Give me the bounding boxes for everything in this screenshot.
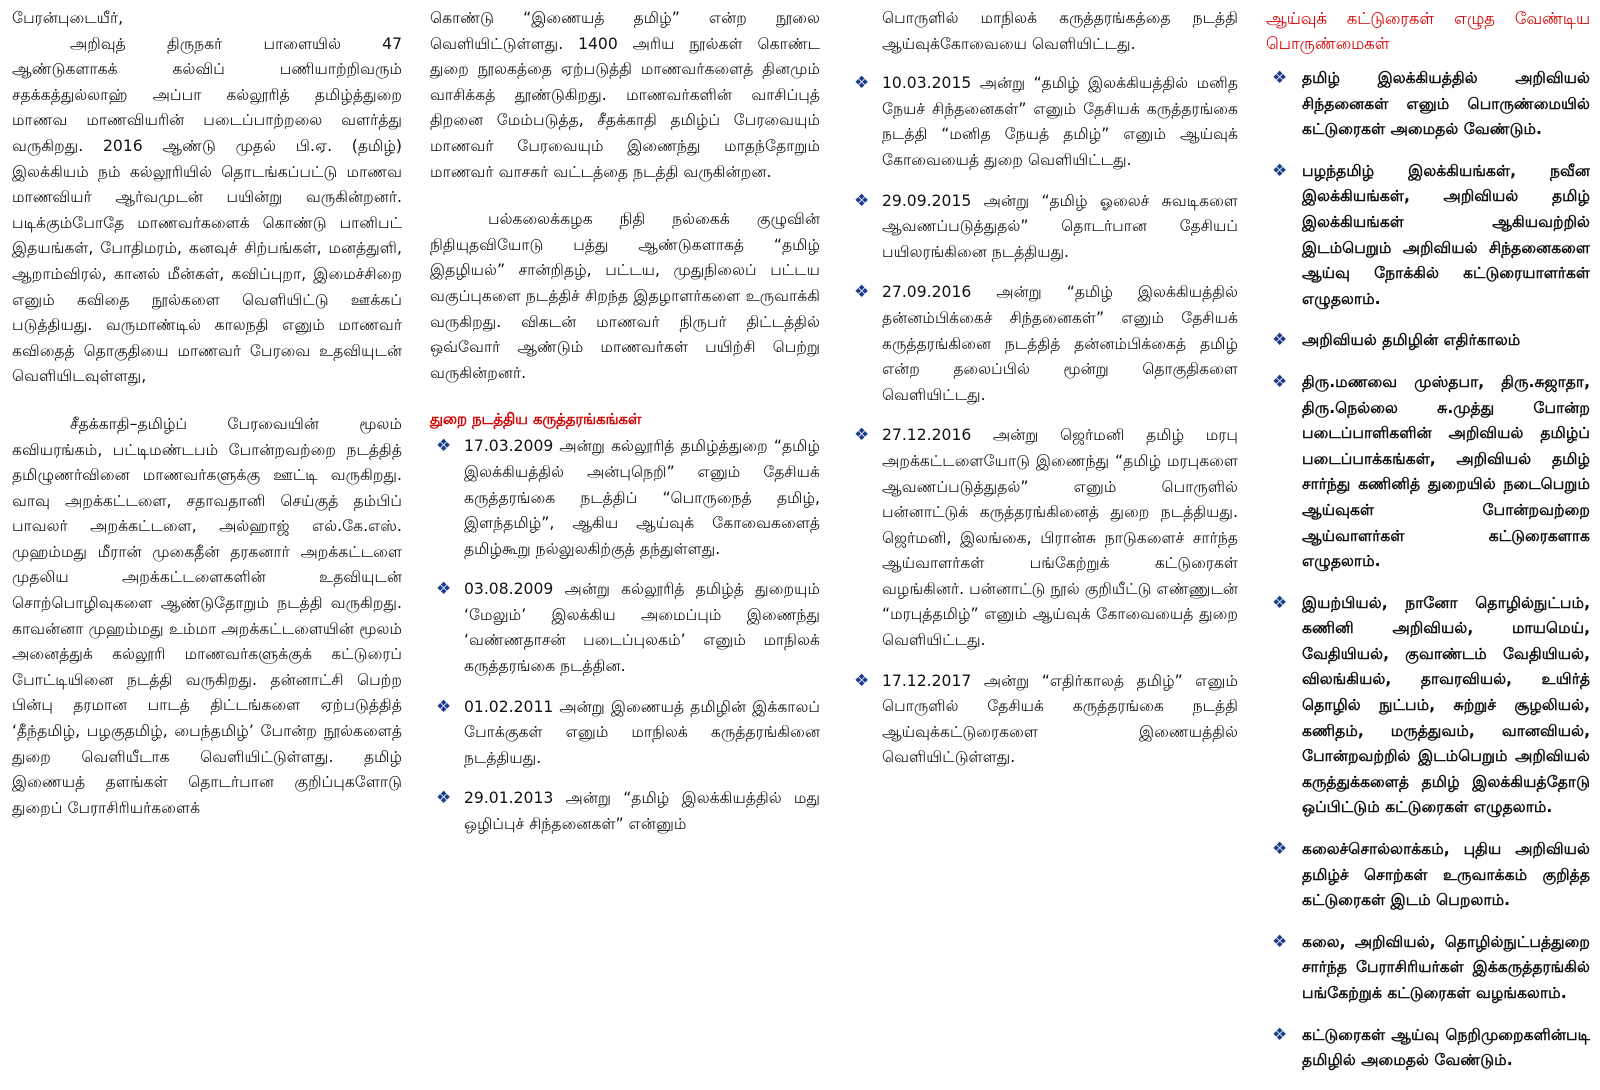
diamond-bullet-icon: ❖ <box>854 670 870 691</box>
diamond-bullet-icon: ❖ <box>1272 839 1288 860</box>
list-item: ❖ தமிழ் இலக்கியத்தில் அறிவியல் சிந்தனைகள் எனும் பொருண்மையில் கட்டுரைகள் அமைதல் வேண்டும். <box>1272 68 1590 139</box>
list-item: ❖ 10.03.2015 அன்று “தமிழ் இலக்கியத்தில் மனித நேயச் சிந்தனைகள்” எனும் தேசியக் கருத்தரங்கை நடத்தி “மனித நேயத் தமிழ்” எனும் ஆய்வுக் கோவையைத் துறை வெளியிட்டது. <box>854 73 1238 169</box>
diamond-bullet-icon: ❖ <box>436 696 452 717</box>
intro-paragraph: அறிவுத் திருநகர் பாளையில் 47 ஆண்டுகளாகக் கல்விப் பணியாற்றிவரும் சதக்கத்துல்லாஹ் அப்பா கல்லூரித் தமிழ்த்துறை மாணவ மாணவியரின் படைப்பாற்றலை வளர்த்து வருகிறது. 2016 ஆண்டு முதல் பி.ஏ. (தமிழ்) இலக்கியம் நம் கல்லூரியில் தொடங்கப்பட்டு மாணவ மாணவியர் ஆர்வமுடன் பயின்று வருகின்றனர். படிக்கும்போதே மாணவர்களைக் கொண்டு பானிபட் இதயங்கள், போதிமரம், கனவுச் சிற்பங்கள், மனத்துளி, ஆறாம்விரல், கானல் மீன்கள், கவிப்புறா, இமைச்சிறை எனும் கவிதை நூல்களை வெளியிட்டு ஊக்கப் படுத்தியது. வருமாண்டில் காலநதி எனும் மாணவர் கவிதைத் தொகுதியை மாணவர் பேரவை உதவியுடன் வெளியிடவுள்ளது, <box>12 34 402 386</box>
column-2 <box>430 6 820 1090</box>
seminars-heading: துறை நடத்திய கருத்தரங்கங்கள் <box>430 411 642 429</box>
list-item: ❖ 17.03.2009 அன்று கல்லூரித் தமிழ்த்துறை “தமிழ் இலக்கியத்தில் அன்புநெறி” எனும் தேசியக் கருத்தரங்கை நடத்திப் “பொருநைத் தமிழ், இளந்தமிழ்”, ஆகிய ஆய்வுக் கோவைகளைத் தமிழ்கூறு நல்லுலகிற்குத் தந்துள்ளது. <box>436 436 820 558</box>
peravai-paragraph: சீதக்காதி–தமிழ்ப் பேரவையின் மூலம் கவியரங்கம், பட்டிமண்டபம் போன்றவற்றை நடத்தித் தமிழுணர்வினை மாணவர்களுக்கு ஊட்டி வருகிறது. வாவு அறக்கட்டளை, சதாவதானி செய்குத் தம்பிப் பாவலர் அறக்கட்டளை, அல்ஹாஜ் எல்.கே.எஸ். முஹம்மது மீரான் முகைதீன் தரகனார் அறக்கட்டளை முதலிய அறக்கட்டளைகளின் உதவியுடன் சொற்பொழிவுகளை ஆண்டுதோறும் நடத்தி வருகிறது. காவன்னா முஹம்மது உம்மா அறக்கட்டளையின் மூலம் அனைத்துக் கல்லூரி மாணவர்களுக்குக் கட்டுரைப் போட்டியினை நடத்தி வருகிறது. தன்னாட்சி பெற்ற பின்பு தரமான பாடத் திட்டங்களை ஏற்படுத்தித் ‘தீந்தமிழ், பழகுதமிழ், பைந்தமிழ்’ போன்ற நூல்களைத் துறை வெளியீடாக வெளியிட்டுள்ளது. தமிழ் இணையத் தளங்கள் தொடர்பான குறிப்புகளோடு துறைப் பேராசிரியர்களைக் <box>12 414 402 817</box>
list-item: ❖ 29.09.2015 அன்று “தமிழ் ஓலைச் சுவடிகளை ஆவணப்படுத்துதல்” தொடர்பான தேசியப் பயிலரங்கினை நடத்தியது. <box>854 190 1238 261</box>
list-item: ❖ 27.09.2016 அன்று “தமிழ் இலக்கியத்தில் தன்னம்பிக்கைச் சிந்தனைகள்” எனும் தேசியக் கருத்தரங்கினை நடத்தித் தன்னம்பிக்கைத் தமிழ் என்ற தலைப்பில் மூன்று தொகுதிகளை வெளியிட்டது. <box>854 282 1238 404</box>
list-item: ❖ 27.12.2016 அன்று ஜெர்மனி தமிழ் மரபு அறக்கட்டளையோடு இணைந்து “தமிழ் மரபுகளை ஆவணப்படுத்துதல்” எனும் பொருளில் பன்னாட்டுக் கருத்தரங்கினைத் துறை நடத்தியது. ஜெர்மனி, இலங்கை, பிரான்சு நாடுகளைச் சார்ந்த ஆய்வாளர்கள் பங்கேற்றுக் கட்டுரைகள் வழங்கினர். பன்னாட்டு நூல் குறியீட்டு எண்ணுடன் “மரபுத்தமிழ்” எனும் ஆய்வுக் கோவையைத் துறை வெளியிட்டது. <box>854 425 1238 650</box>
diamond-bullet-icon: ❖ <box>854 282 870 303</box>
topics-title: ஆய்வுக் கட்டுரைகள் எழுத வேண்டிய பொருண்மைகள் <box>1266 9 1590 53</box>
diamond-bullet-icon: ❖ <box>436 436 452 457</box>
diamond-bullet-icon: ❖ <box>854 190 870 211</box>
topics-list <box>1266 66 1590 1074</box>
continued-paragraph: பொருளில் மாநிலக் கருத்தரங்கத்தை நடத்தி ஆய்வுக்கோவையை வெளியிட்டது. <box>882 9 1238 53</box>
diamond-bullet-icon: ❖ <box>436 579 452 600</box>
library-paragraph: கொண்டு “இணையத் தமிழ்” என்ற நூலை வெளியிட்டுள்ளது. 1400 அரிய நூல்கள் கொண்ட துறை நூலகத்தை ஏற்படுத்தி மாணவர்களைத் தினமும் வாசிக்கத் தூண்டுகிறது. மாணவர்களின் வாசிப்புத் திறனை மேம்படுத்த, சீதக்காதி தமிழ்ப் பேரவையும் மாணவர் பேரவையும் இணைந்து மாதந்தோறும் மாணவர் வாசகர் வட்டத்தை நடத்தி வருகின்றன. <box>430 9 820 181</box>
diamond-bullet-icon: ❖ <box>1272 1024 1288 1045</box>
seminar-list-1 <box>430 434 820 837</box>
diamond-bullet-icon: ❖ <box>1272 330 1288 351</box>
list-item: ❖ திரு.மணவை முஸ்தபா, திரு.சுஜாதா, திரு.நெல்லை சு.முத்து போன்ற படைப்பாளிகளின் அறிவியல் தமிழ்ப் படைப்பாக்கங்கள், அறிவியல் தமிழ் சார்ந்து கணினித் துறையில் நடைபெறும் ஆய்வுகள் போன்றவற்றை ஆய்வாளர்கள் கட்டுரைகளாக எழுதலாம். <box>1272 371 1590 571</box>
diamond-bullet-icon: ❖ <box>1272 160 1288 181</box>
list-item: ❖ அறிவியல் தமிழின் எதிர்காலம் <box>1266 328 1590 354</box>
diamond-bullet-icon: ❖ <box>1272 592 1288 613</box>
list-item: ❖ 29.01.2013 அன்று “தமிழ் இலக்கியத்தில் மது ஒழிப்புச் சிந்தனைகள்” என்னும் <box>436 788 820 834</box>
diamond-bullet-icon: ❖ <box>436 788 452 809</box>
diamond-bullet-icon: ❖ <box>854 73 870 94</box>
column-3 <box>848 6 1238 1090</box>
list-item: ❖ 17.12.2017 அன்று “எதிர்காலத் தமிழ்” எனும் பொருளில் தேசியக் கருத்தரங்கை நடத்தி ஆய்வுக்கட்டுரைகளை இணையத்தில் வெளியிட்டுள்ளது. <box>854 670 1238 767</box>
diamond-bullet-icon: ❖ <box>854 425 870 446</box>
list-item: ❖ இயற்பியல், நானோ தொழில்நுட்பம், கணினி அறிவியல், மாயமெய், வேதியியல், குவாண்டம் வேதியியல், விலங்கியல், தாவரவியல், உயிர்த் தொழில் நுட்பம், சுற்றுச் சூழலியல், கணிதம், மருத்துவம், வானவியல், போன்றவற்றில் இடம்பெறும் அறிவியல் கருத்துக்களைத் தமிழ் இலக்கியத்தோடு ஒப்பிட்டும் கட்டுரைகள் எழுதலாம். <box>1272 592 1590 817</box>
list-item: ❖ பழந்தமிழ் இலக்கியங்கள், நவீன இலக்கியங்கள், அறிவியல் தமிழ் இலக்கியங்கள் ஆகியவற்றில் இடம்பெறும் அறிவியல் சிந்தனைகளை ஆய்வு நோக்கில் கட்டுரையாளர்கள் எழுதலாம். <box>1272 160 1590 308</box>
seminar-list-2 <box>848 71 1238 771</box>
diamond-bullet-icon: ❖ <box>1272 68 1288 88</box>
salutation: பேரன்புடையீர், <box>12 9 124 27</box>
list-item: ❖ கலைச்சொல்லாக்கம், புதிய அறிவியல் தமிழ்ச் சொற்கள் உருவாக்கம் குறித்த கட்டுரைகள் இடம் பெறலாம். <box>1272 839 1590 910</box>
list-item: ❖ கட்டுரைகள் ஆய்வு நெறிமுறைகளின்படி தமிழில் அமைதல் வேண்டும். <box>1272 1024 1590 1070</box>
column-1 <box>12 6 402 1090</box>
list-item: ❖ 01.02.2011 அன்று இணையத் தமிழின் இக்காலப் போக்குகள் எனும் மாநிலக் கருத்தரங்கினை நடத்தியது. <box>436 696 820 767</box>
list-item: ❖ கலை, அறிவியல், தொழில்நுட்பத்துறை சார்ந்த பேராசிரியர்கள் இக்கருத்தரங்கில் பங்கேற்றுக் கட்டுரைகள் வழங்கலாம். <box>1272 931 1590 1002</box>
column-4 <box>1266 6 1590 1090</box>
diamond-bullet-icon: ❖ <box>1272 931 1288 952</box>
list-item: ❖ 03.08.2009 அன்று கல்லூரித் தமிழ்த் துறையும் ‘மேலும்’ இலக்கிய அமைப்பும் இணைந்து ‘வண்ணதாசன் படைப்புலகம்’ எனும் மாநிலக் கருத்தரங்கை நடத்தின. <box>436 579 820 676</box>
diamond-bullet-icon: ❖ <box>1272 371 1288 392</box>
journalism-paragraph: பல்கலைக்கழக நிதி நல்கைக் குழுவின் நிதியுதவியோடு பத்து ஆண்டுகளாகத் “தமிழ் இதழியல்” சான்றிதழ், பட்டய, முதுநிலைப் பட்டய வகுப்புகளை நடத்திச் சிறந்த இதழாளர்களை உருவாக்கி வருகிறது. விகடன் மாணவர் நிருபர் திட்டத்தில் ஒவ்வோர் ஆண்டும் மாணவர்கள் பயிற்சி பெற்று வருகின்றனர். <box>430 210 820 382</box>
